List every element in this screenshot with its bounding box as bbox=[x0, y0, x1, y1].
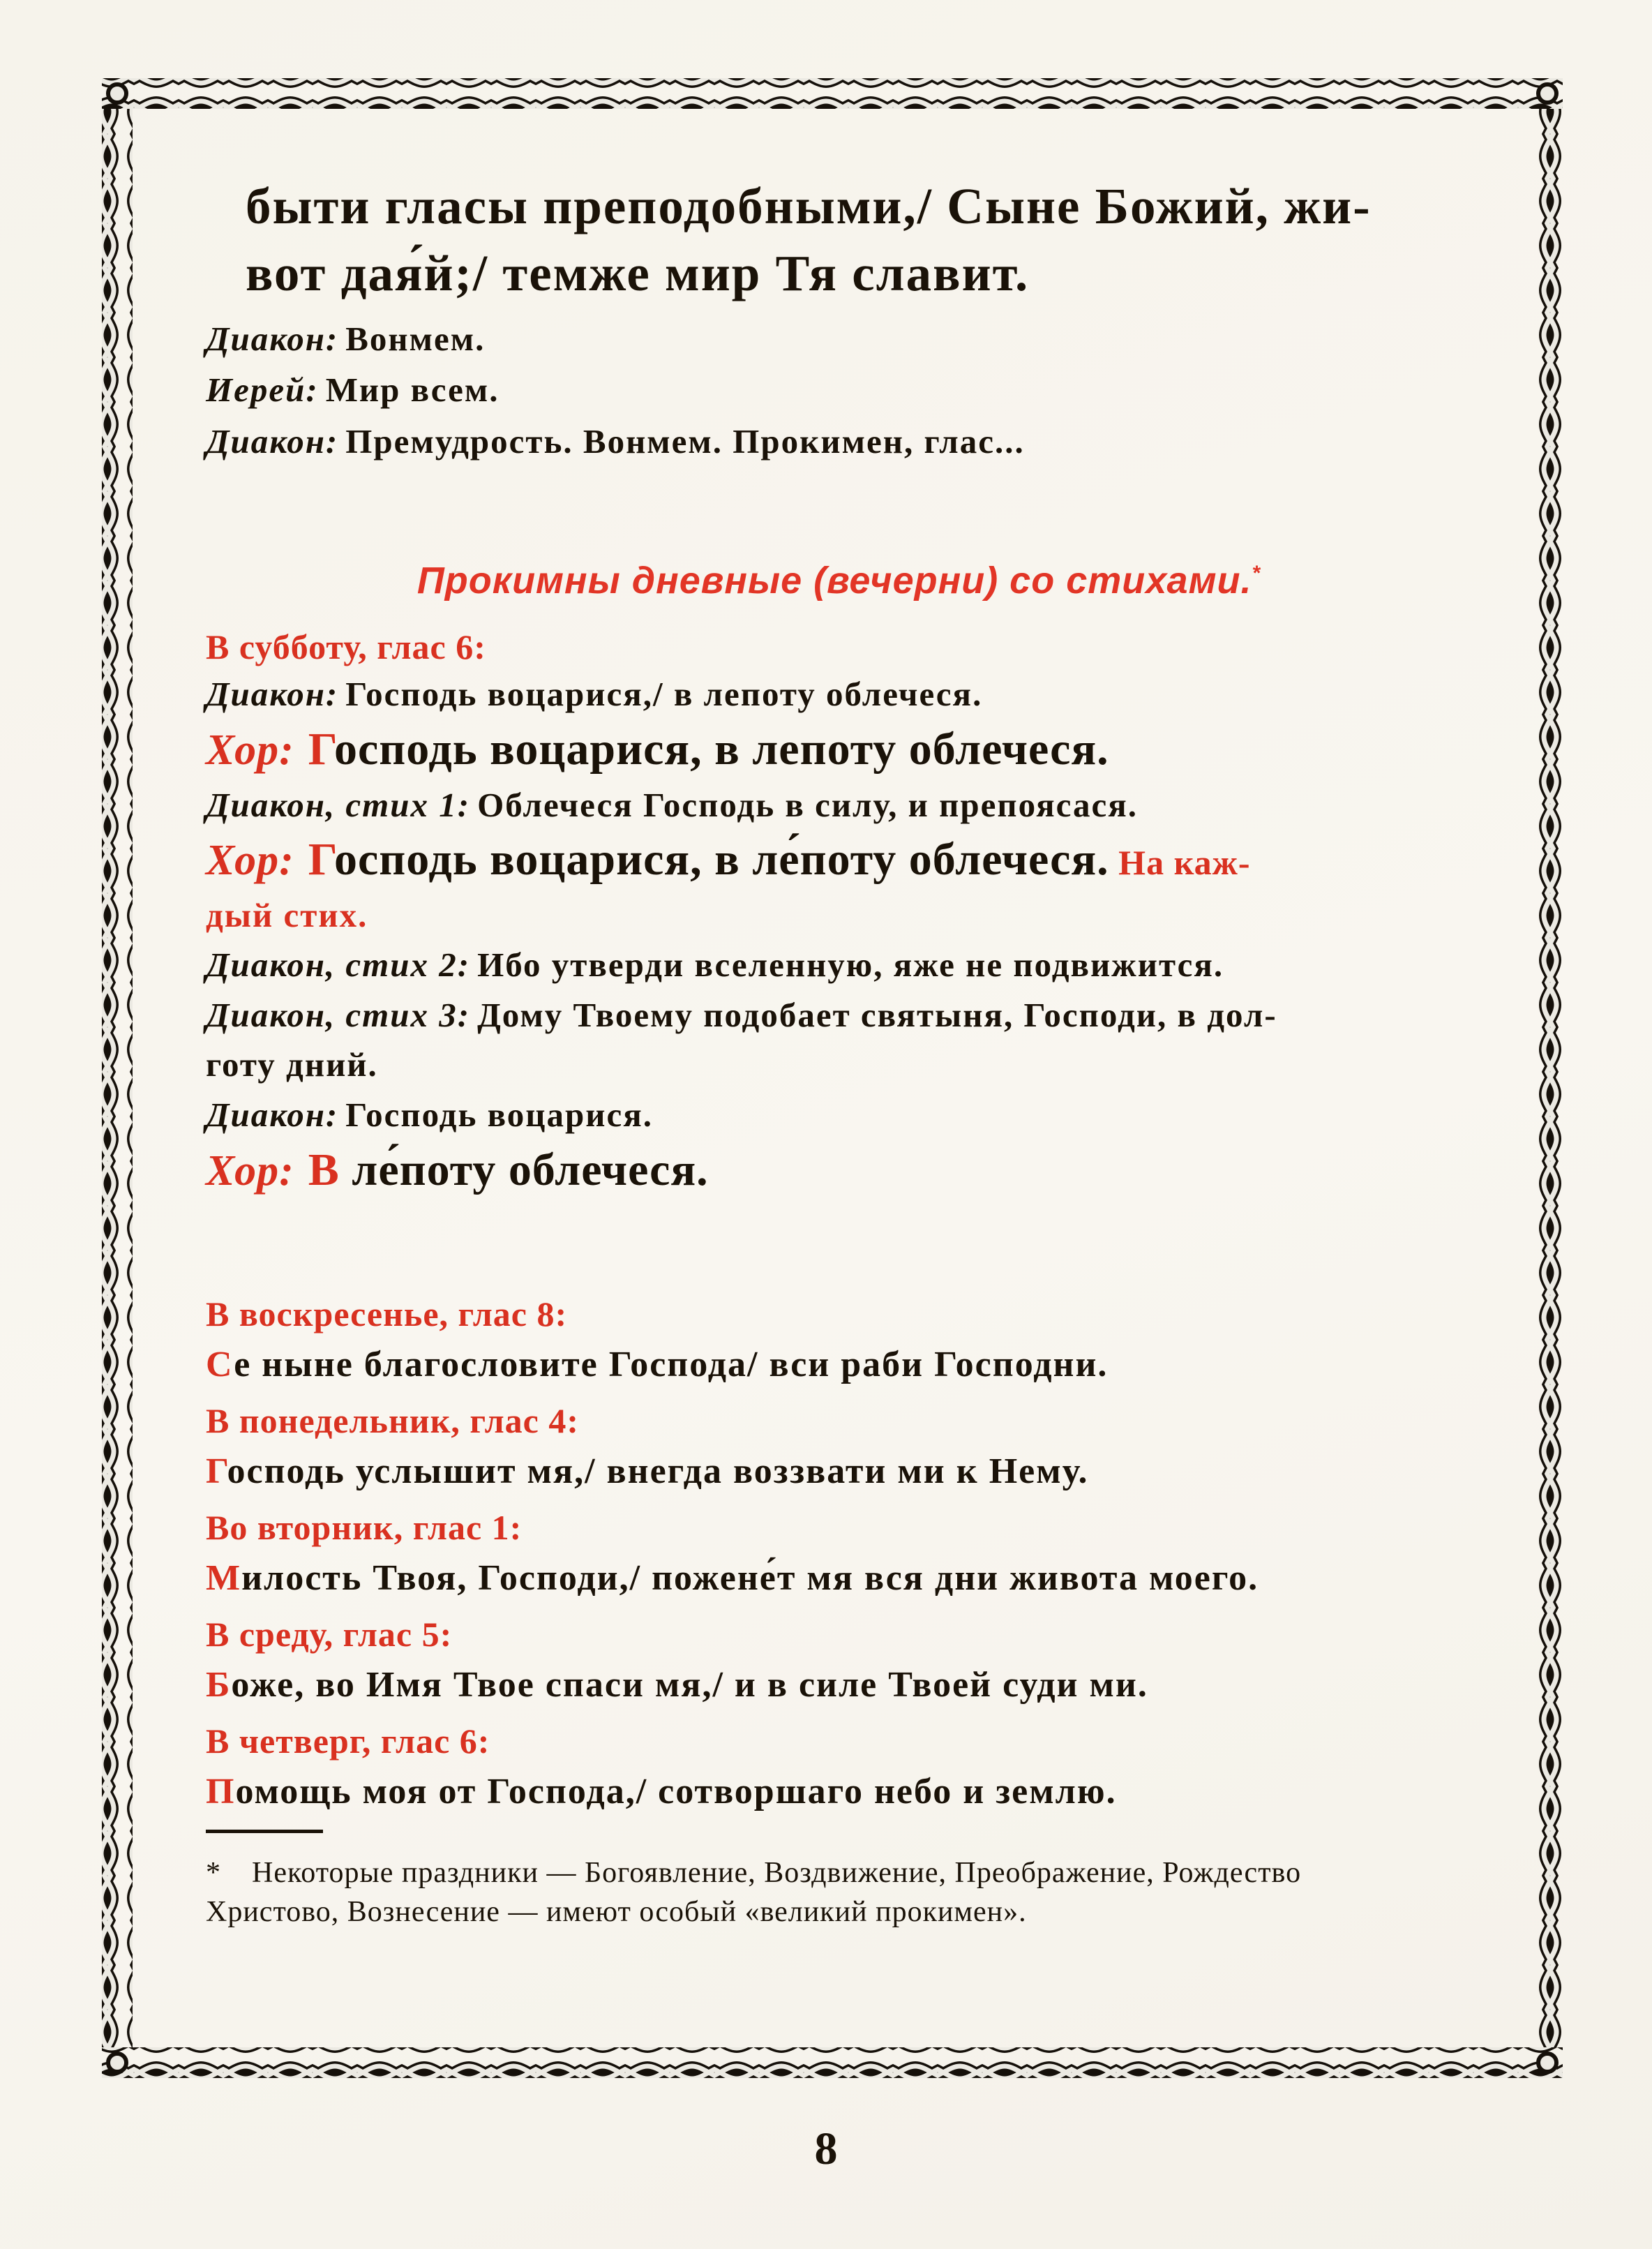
text-line bbox=[246, 173, 1472, 240]
text-segment-label: Диакон: bbox=[206, 1096, 339, 1135]
text-segment-text: Господь воцарися. bbox=[345, 1096, 653, 1135]
text-content bbox=[206, 173, 1472, 1932]
text-segment-text: Мир всем. bbox=[325, 371, 500, 410]
text-line bbox=[206, 831, 1472, 889]
text-line bbox=[206, 1041, 1472, 1089]
text-segment-horlabel: Хор: bbox=[206, 1146, 294, 1195]
text-segment-text: омощь моя от Господа,/ сотворшаго небо и землю. bbox=[235, 1772, 1117, 1812]
text-line bbox=[246, 240, 1472, 307]
text-segment-label: Диакон: bbox=[206, 319, 339, 358]
text-segment-text: готу дний. bbox=[206, 1045, 378, 1084]
text-segment-label: Диакон, стих 1: bbox=[206, 785, 471, 824]
text-segment-horlabel: Хор: bbox=[206, 837, 294, 885]
text-line bbox=[206, 782, 1472, 829]
text-segment-fn-star: * bbox=[206, 1857, 221, 1890]
text-line bbox=[206, 1720, 1472, 1762]
text-segment-label: Иерей: bbox=[206, 371, 319, 410]
text-segment-initial: Г bbox=[308, 834, 334, 886]
section-saturday bbox=[206, 626, 1472, 1199]
text-segment-red: В среду, глас 5: bbox=[206, 1615, 453, 1654]
text-segment-initial: П bbox=[206, 1772, 236, 1812]
text-line bbox=[206, 1613, 1472, 1655]
text-segment-label: Диакон, стих 2: bbox=[206, 946, 471, 985]
text-segment-red: дый стих. bbox=[206, 895, 368, 934]
text-segment-red: В воскресенье, глас 8: bbox=[206, 1294, 568, 1334]
text-segment-label: Диакон: bbox=[206, 675, 339, 714]
section-footnote bbox=[206, 1830, 1472, 1932]
text-line bbox=[206, 941, 1472, 989]
text-line bbox=[206, 1769, 1472, 1814]
text-segment-text: быти гласы преподобными,/ Сыне Божий, жи- bbox=[246, 178, 1372, 234]
section-opening-hymn bbox=[206, 173, 1472, 308]
text-segment-red: В субботу, глас 6: bbox=[206, 627, 486, 667]
text-segment-text: Господь воцарися,/ в лепоту облечеся. bbox=[345, 675, 983, 714]
text-line bbox=[206, 1854, 1472, 1892]
text-segment-initial: М bbox=[206, 1558, 242, 1599]
page-number: 8 bbox=[814, 2123, 838, 2174]
text-line bbox=[206, 556, 1472, 605]
text-line bbox=[206, 671, 1472, 718]
text-line bbox=[206, 1662, 1472, 1708]
text-line bbox=[206, 1293, 1472, 1335]
text-line bbox=[206, 721, 1472, 779]
text-segment-text: вот дая́й;/ темже мир Тя славит. bbox=[246, 245, 1030, 302]
text-segment-red: Во вторник, глас 1: bbox=[206, 1508, 523, 1548]
text-line bbox=[206, 1142, 1472, 1200]
text-segment-text: Облечеся Господь в силу, и препоясася. bbox=[477, 785, 1139, 824]
text-segment-text: Вонмем. bbox=[345, 319, 486, 358]
text-line bbox=[206, 1893, 1472, 1932]
text-segment-text: Ибо утверди вселенную, яже не подвижится. bbox=[477, 946, 1224, 985]
text-segment-text: Христово, Вознесение — имеют особый «великий прокимен». bbox=[206, 1895, 1027, 1928]
text-line bbox=[206, 626, 1472, 668]
text-segment-text: илость Твоя, Господи,/ пожене́т мя вся дни живота моего. bbox=[241, 1558, 1259, 1599]
text-segment-initial: Б bbox=[206, 1665, 232, 1705]
text-segment-text: Дому Твоему подобает святыня, Господи, в дол- bbox=[477, 995, 1277, 1034]
text-segment-red: В понедельник, глас 4: bbox=[206, 1401, 579, 1441]
text-line bbox=[206, 892, 1472, 939]
text-segment-title-text: Прокимны дневные (вечерни) со стихами. bbox=[416, 560, 1252, 602]
text-line bbox=[206, 364, 1472, 416]
text-segment-text: ле́поту облечеся. bbox=[339, 1144, 709, 1195]
text-segment-text: оже, во Имя Твое спаси мя,/ и в силе Твоей суди ми. bbox=[231, 1665, 1148, 1705]
text-segment-initial: Г bbox=[206, 1451, 227, 1492]
section-prokimny-title bbox=[206, 556, 1472, 605]
text-segment-text: е ныне благословите Господа/ вси раби Господни. bbox=[234, 1345, 1109, 1385]
text-line bbox=[206, 992, 1472, 1039]
text-segment-text: осподь воцарися, в ле́поту облечеся. bbox=[333, 834, 1109, 886]
text-segment-initial: С bbox=[206, 1345, 234, 1385]
text-line bbox=[206, 416, 1472, 468]
text-segment-red-tail: На каж- bbox=[1109, 843, 1251, 883]
text-line bbox=[206, 1091, 1472, 1139]
text-line bbox=[206, 1507, 1472, 1548]
text-line bbox=[206, 1449, 1472, 1494]
text-segment-text: осподь воцарися, в лепоту облечеся. bbox=[333, 724, 1109, 775]
text-segment-label: Диакон: bbox=[206, 421, 339, 461]
text-line bbox=[206, 1555, 1472, 1601]
text-segment-text: Некоторые праздники — Богоявление, Воздвижение, Преображение, Рождество bbox=[252, 1857, 1302, 1890]
text-segment-red: В четверг, глас 6: bbox=[206, 1721, 490, 1761]
text-segment-sup: * bbox=[1252, 562, 1261, 585]
text-segment-text: осподь услышит мя,/ внегда воззвати ми к Нему. bbox=[227, 1451, 1089, 1492]
text-segment-initial: В bbox=[308, 1144, 340, 1195]
text-line bbox=[206, 313, 1472, 365]
text-segment-horlabel: Хор: bbox=[206, 726, 294, 775]
text-line bbox=[206, 1342, 1472, 1387]
text-line bbox=[206, 1400, 1472, 1442]
text-segment-text: Премудрость. Вонмем. Прокимен, глас... bbox=[345, 421, 1025, 461]
text-segment-label: Диакон, стих 3: bbox=[206, 995, 471, 1034]
text-segment-initial: Г bbox=[308, 724, 334, 775]
footnote-rule bbox=[206, 1830, 323, 1833]
section-weekdays bbox=[206, 1293, 1472, 1814]
section-dialog bbox=[206, 313, 1472, 468]
